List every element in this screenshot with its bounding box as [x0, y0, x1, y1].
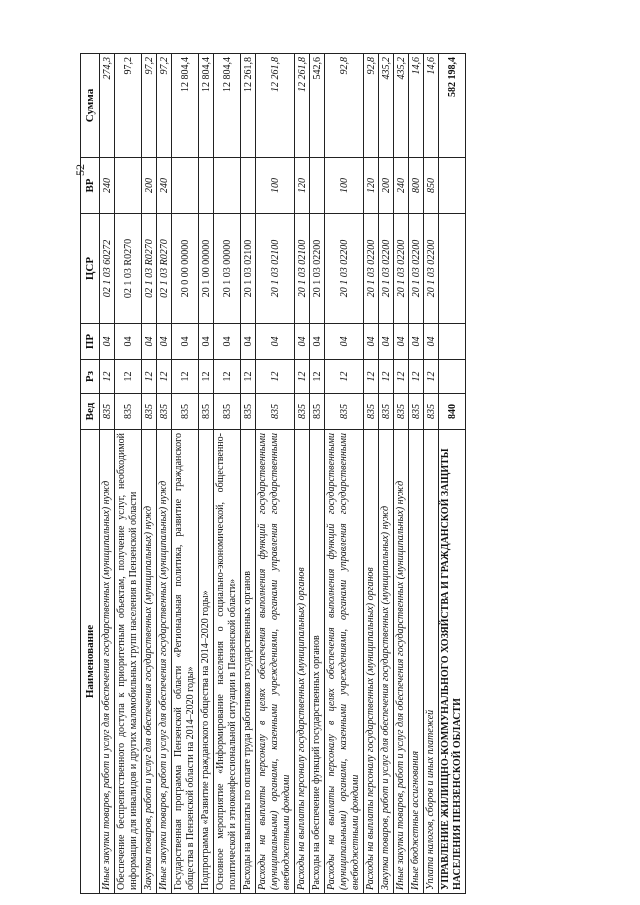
- ved-cell: 835: [310, 394, 325, 430]
- sum-cell: 12 261,8: [295, 54, 310, 158]
- csr-cell: 20 1 03 02200: [409, 214, 424, 324]
- pr-cell: 04: [409, 324, 424, 360]
- sum-cell: 582 198,4: [439, 54, 466, 158]
- ved-cell: 835: [409, 394, 424, 430]
- ved-cell: 840: [439, 394, 466, 430]
- pr-cell: [439, 324, 466, 360]
- vr-cell: 100: [256, 158, 295, 214]
- csr-cell: 20 1 03 02200: [394, 214, 409, 324]
- name-cell: Иные бюджетные ассигнования: [409, 430, 424, 894]
- table-row: [424, 54, 439, 894]
- name-cell: Иные закупки товаров, работ и услуг для обеспечения государственных (муниципальных) нужд: [100, 430, 115, 894]
- csr-cell: 20 1 03 02200: [424, 214, 439, 324]
- vr-cell: 200: [142, 158, 157, 214]
- csr-cell: 20 1 03 02200: [310, 214, 325, 324]
- ved-cell: 835: [241, 394, 256, 430]
- pr-cell: 04: [379, 324, 394, 360]
- sum-cell: 97,2: [157, 54, 172, 158]
- sum-cell: 92,8: [364, 54, 379, 158]
- sum-cell: 14,6: [424, 54, 439, 158]
- table-row: [409, 54, 424, 894]
- name-cell: Обеспечение беспрепятственного доступа к приоритетным объектам, получение услуг, необходимой информации для инвалидов и других маломобильных групп населения в Пензенской области: [115, 430, 142, 894]
- ved-cell: 835: [424, 394, 439, 430]
- sum-cell: 14,6: [409, 54, 424, 158]
- csr-cell: 02 1 03 R0270: [142, 214, 157, 324]
- rz-cell: 12: [256, 360, 295, 394]
- vr-cell: 240: [100, 158, 115, 214]
- rz-cell: 12: [115, 360, 142, 394]
- csr-cell: 20 1 00 00000: [199, 214, 214, 324]
- column-header-sum: Сумма: [81, 54, 100, 158]
- table-row: [172, 54, 199, 894]
- name-cell: Расходы на выплаты персоналу в целях обеспечения выполнения функций государственными (муниципальными) органами, казенными учреждениями, органами управления государственными внебюджетными фондами: [256, 430, 295, 894]
- pr-cell: 04: [214, 324, 241, 360]
- name-cell: Закупка товаров, работ и услуг для обеспечения государственных (муниципальных) нужд: [142, 430, 157, 894]
- ved-cell: 835: [214, 394, 241, 430]
- column-header-ved: Вед: [81, 394, 100, 430]
- vr-cell: [310, 158, 325, 214]
- vr-cell: 200: [379, 158, 394, 214]
- csr-cell: 20 1 03 02100: [256, 214, 295, 324]
- table-row: [394, 54, 409, 894]
- sum-cell: 97,2: [142, 54, 157, 158]
- ved-cell: 835: [172, 394, 199, 430]
- csr-cell: 02 1 03 R0270: [115, 214, 142, 324]
- rz-cell: 12: [424, 360, 439, 394]
- table-row: [157, 54, 172, 894]
- table-row: [379, 54, 394, 894]
- ved-cell: 835: [379, 394, 394, 430]
- vr-cell: 100: [325, 158, 364, 214]
- rz-cell: 12: [394, 360, 409, 394]
- rz-cell: 12: [310, 360, 325, 394]
- column-header-name: Наименование: [81, 430, 100, 894]
- sum-cell: 97,2: [115, 54, 142, 158]
- rz-cell: 12: [142, 360, 157, 394]
- pr-cell: 04: [256, 324, 295, 360]
- rz-cell: 12: [241, 360, 256, 394]
- pr-cell: 04: [424, 324, 439, 360]
- sum-cell: 542,6: [310, 54, 325, 158]
- rz-cell: 12: [100, 360, 115, 394]
- vr-cell: [241, 158, 256, 214]
- name-cell: Расходы на выплаты по оплате труда работников государственных органов: [241, 430, 256, 894]
- table-row: [115, 54, 142, 894]
- vr-cell: [115, 158, 142, 214]
- sum-cell: 12 261,8: [256, 54, 295, 158]
- csr-cell: 20 1 03 02100: [295, 214, 310, 324]
- table-total-row: [439, 54, 466, 894]
- sum-cell: 12 261,8: [241, 54, 256, 158]
- vr-cell: 120: [295, 158, 310, 214]
- pr-cell: 04: [241, 324, 256, 360]
- pr-cell: 04: [115, 324, 142, 360]
- ved-cell: 835: [295, 394, 310, 430]
- rz-cell: 12: [172, 360, 199, 394]
- ved-cell: 835: [256, 394, 295, 430]
- sum-cell: 12 804,4: [199, 54, 214, 158]
- ved-cell: 835: [142, 394, 157, 430]
- rz-cell: 12: [157, 360, 172, 394]
- ved-cell: 835: [100, 394, 115, 430]
- table-row: [241, 54, 256, 894]
- ved-cell: 835: [325, 394, 364, 430]
- pr-cell: 04: [364, 324, 379, 360]
- table-row: [325, 54, 364, 894]
- vr-cell: 240: [157, 158, 172, 214]
- sum-cell: 12 804,4: [172, 54, 199, 158]
- rz-cell: 12: [409, 360, 424, 394]
- table-row: [199, 54, 214, 894]
- rotated-page-content: [80, 54, 618, 894]
- column-header-pr: ПР: [81, 324, 100, 360]
- name-cell: Иные закупки товаров, работ и услуг для обеспечения государственных (муниципальных) нужд: [157, 430, 172, 894]
- csr-cell: [439, 214, 466, 324]
- table-row: [256, 54, 295, 894]
- name-cell: Уплата налогов, сборов и иных платежей: [424, 430, 439, 894]
- name-cell: Расходы на выплаты персоналу в целях обеспечения выполнения функций государственными (муниципальными) органами, казенными учреждениями, органами управления государственными внебюджетными фондами: [325, 430, 364, 894]
- table-header-row: [81, 54, 100, 894]
- pr-cell: 04: [310, 324, 325, 360]
- name-cell: Расходы на обеспечение функций государственных органов: [310, 430, 325, 894]
- rz-cell: 12: [364, 360, 379, 394]
- name-cell: Расходы на выплаты персоналу государственных (муниципальных) органов: [295, 430, 310, 894]
- csr-cell: 20 1 03 02200: [364, 214, 379, 324]
- table-row: [364, 54, 379, 894]
- vr-cell: 240: [394, 158, 409, 214]
- name-cell: УПРАВЛЕНИЕ ЖИЛИЩНО-КОММУНАЛЬНОГО ХОЗЯЙСТВА И ГРАЖДАНСКОЙ ЗАЩИТЫ НАСЕЛЕНИЯ ПЕНЗЕНСКОЙ ОБЛАСТИ: [439, 430, 466, 894]
- budget-table: [80, 53, 466, 894]
- csr-cell: 20 1 03 02100: [241, 214, 256, 324]
- csr-cell: 02 1 03 R0270: [157, 214, 172, 324]
- name-cell: Государственная программа Пензенской области «Региональная политика, развитие гражданского общества в Пензенской области на 2014–2020 годы»: [172, 430, 199, 894]
- rz-cell: 12: [325, 360, 364, 394]
- vr-cell: 800: [409, 158, 424, 214]
- ved-cell: 835: [394, 394, 409, 430]
- csr-cell: 20 0 00 00000: [172, 214, 199, 324]
- sum-cell: 435,2: [394, 54, 409, 158]
- table-row: [310, 54, 325, 894]
- name-cell: Иные закупки товаров, работ и услуг для обеспечения государственных (муниципальных) нужд: [394, 430, 409, 894]
- table-row: [295, 54, 310, 894]
- csr-cell: 20 1 03 02200: [325, 214, 364, 324]
- vr-cell: [214, 158, 241, 214]
- name-cell: Подпрограмма «Развитие гражданского общества на 2014–2020 годы»: [199, 430, 214, 894]
- pr-cell: 04: [172, 324, 199, 360]
- rz-cell: 12: [295, 360, 310, 394]
- table-row: [142, 54, 157, 894]
- pr-cell: 04: [199, 324, 214, 360]
- vr-cell: [439, 158, 466, 214]
- pr-cell: 04: [100, 324, 115, 360]
- rz-cell: [439, 360, 466, 394]
- sum-cell: 12 804,4: [214, 54, 241, 158]
- pr-cell: 04: [142, 324, 157, 360]
- ved-cell: 835: [115, 394, 142, 430]
- csr-cell: 20 1 03 00000: [214, 214, 241, 324]
- pr-cell: 04: [157, 324, 172, 360]
- ved-cell: 835: [157, 394, 172, 430]
- ved-cell: 835: [199, 394, 214, 430]
- ved-cell: 835: [364, 394, 379, 430]
- rz-cell: 12: [199, 360, 214, 394]
- csr-cell: 02 1 03 60272: [100, 214, 115, 324]
- sum-cell: 435,2: [379, 54, 394, 158]
- name-cell: Закупка товаров, работ и услуг для обеспечения государственных (муниципальных) нужд: [379, 430, 394, 894]
- column-header-vr: ВР: [81, 158, 100, 214]
- sum-cell: 92,8: [325, 54, 364, 158]
- page-number: 52: [73, 164, 87, 176]
- rz-cell: 12: [214, 360, 241, 394]
- vr-cell: 120: [364, 158, 379, 214]
- sum-cell: 274,3: [100, 54, 115, 158]
- vr-cell: [172, 158, 199, 214]
- pr-cell: 04: [394, 324, 409, 360]
- name-cell: Расходы на выплаты персоналу государственных (муниципальных) органов: [364, 430, 379, 894]
- pr-cell: 04: [325, 324, 364, 360]
- table-row: [100, 54, 115, 894]
- column-header-rz: Рз: [81, 360, 100, 394]
- csr-cell: 20 1 03 02200: [379, 214, 394, 324]
- table-row: [214, 54, 241, 894]
- vr-cell: 850: [424, 158, 439, 214]
- table-body: [100, 54, 466, 894]
- vr-cell: [199, 158, 214, 214]
- rz-cell: 12: [379, 360, 394, 394]
- pr-cell: 04: [295, 324, 310, 360]
- name-cell: Основное мероприятие «Информирование населения о социально-экономической, общественно-политической и этноконфессиональной ситуации в Пензенской области»: [214, 430, 241, 894]
- column-header-csr: ЦСР: [81, 214, 100, 324]
